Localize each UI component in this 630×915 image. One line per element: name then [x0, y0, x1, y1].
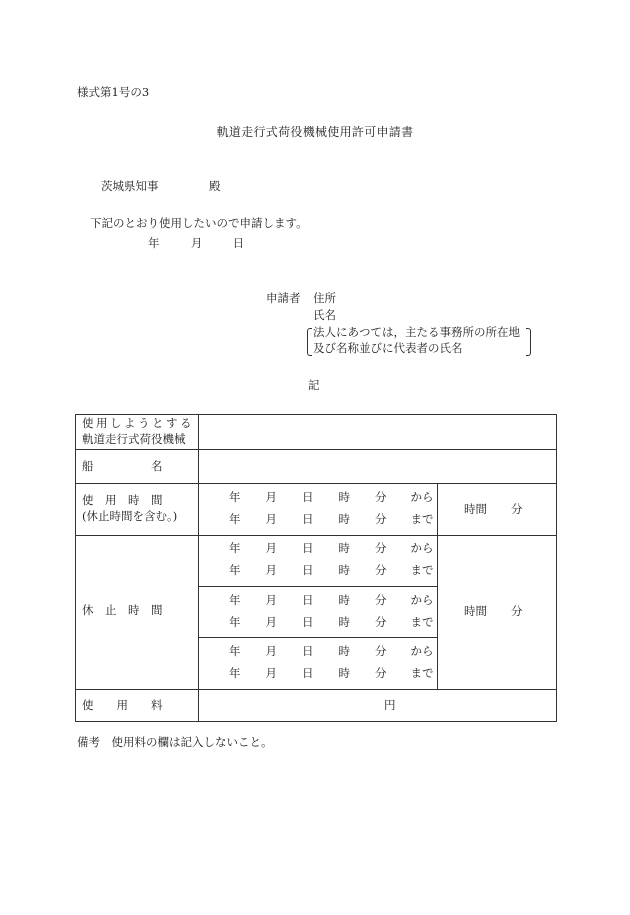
duration-hours-unit: 時間 [464, 604, 487, 618]
ship-name-label: 船 名 [82, 459, 163, 473]
until-text: まで [410, 512, 434, 526]
label-column-divider [198, 414, 199, 722]
unit-hour: 時 [338, 666, 350, 680]
unit-month: 月 [265, 512, 277, 526]
usage-time-label-line1: 使 用 時 間 [82, 493, 163, 507]
unit-minute: 分 [375, 512, 387, 526]
unit-day: 日 [302, 593, 314, 607]
unit-year: 年 [229, 541, 241, 555]
unit-minute: 分 [375, 563, 387, 577]
unit-day: 日 [302, 512, 314, 526]
unit-month: 月 [265, 541, 277, 555]
suspension-1-until [229, 565, 434, 577]
unit-month: 月 [265, 644, 277, 658]
from-text: から [410, 541, 434, 555]
note-left-bracket [307, 328, 312, 356]
duration-column-divider-2 [437, 535, 438, 689]
sub-row-line-2 [198, 637, 437, 638]
machine-label-line2: 軌道走行式荷役機械 [82, 432, 186, 446]
unit-minute: 分 [375, 490, 387, 504]
row-line-1 [75, 449, 557, 450]
unit-day: 日 [302, 563, 314, 577]
usage-time-label-line2: (休止時間を含む。) [82, 509, 178, 523]
unit-day: 日 [302, 615, 314, 629]
unit-year: 年 [229, 490, 241, 504]
usage-fee-label: 使 用 料 [82, 698, 163, 712]
application-table [75, 414, 557, 722]
suspension-3-from [229, 646, 434, 658]
unit-day: 日 [302, 644, 314, 658]
applicant-note-line2: 及び名称並びに代表者の氏名 [313, 341, 463, 355]
unit-year: 年 [229, 615, 241, 629]
until-text: まで [410, 666, 434, 680]
row-line-2 [75, 483, 557, 484]
unit-minute: 分 [375, 615, 387, 629]
suspension-3-until [229, 668, 434, 680]
from-text: から [410, 490, 434, 504]
unit-month: 月 [265, 615, 277, 629]
form-number: 様式第1号の3 [77, 85, 150, 99]
unit-hour: 時 [338, 615, 350, 629]
unit-month: 月 [265, 490, 277, 504]
unit-day: 日 [302, 541, 314, 555]
applicant-label: 申請者 [266, 291, 301, 305]
ki-heading: 記 [308, 378, 320, 392]
unit-minute: 分 [375, 644, 387, 658]
usage-until-line [229, 514, 434, 526]
addressee-name: 茨城県知事 [101, 179, 159, 193]
suspension-time-label: 休 止 時 間 [82, 603, 163, 617]
date-year-unit: 年 [148, 236, 160, 250]
unit-month: 月 [265, 593, 277, 607]
row-line-3 [75, 535, 557, 536]
unit-year: 年 [229, 593, 241, 607]
suspension-2-from [229, 595, 434, 607]
from-text: から [410, 644, 434, 658]
unit-hour: 時 [338, 490, 350, 504]
unit-year: 年 [229, 666, 241, 680]
unit-year: 年 [229, 563, 241, 577]
unit-minute: 分 [375, 593, 387, 607]
unit-hour: 時 [338, 644, 350, 658]
unit-minute: 分 [375, 541, 387, 555]
duration-hours-unit: 時間 [464, 502, 487, 516]
unit-minute: 分 [375, 666, 387, 680]
applicant-address-label: 住所 [313, 291, 336, 305]
unit-hour: 時 [338, 512, 350, 526]
usage-duration [464, 504, 523, 516]
document-title: 軌道走行式荷役機械使用許可申請書 [216, 125, 414, 139]
from-text: から [410, 593, 434, 607]
row-line-4 [75, 689, 557, 690]
until-text: まで [410, 615, 434, 629]
usage-fee-yen: 円 [384, 698, 396, 712]
applicant-note [310, 327, 525, 356]
intro-text: 下記のとおり使用したいので申請します。 [90, 216, 308, 230]
unit-day: 日 [302, 666, 314, 680]
applicant-note-line1: 法人にあつては，主たる事務所の所在地 [313, 325, 520, 339]
application-date [148, 238, 244, 250]
duration-minutes-unit: 分 [511, 604, 523, 618]
until-text: まで [410, 563, 434, 577]
suspension-duration [464, 606, 523, 618]
suspension-2-until [229, 617, 434, 629]
sub-row-line-1 [198, 586, 437, 587]
applicant-name-label: 氏名 [313, 308, 336, 322]
unit-hour: 時 [338, 541, 350, 555]
usage-from-line [229, 492, 434, 504]
unit-month: 月 [265, 563, 277, 577]
unit-year: 年 [229, 644, 241, 658]
unit-year: 年 [229, 512, 241, 526]
date-month-unit: 月 [190, 236, 203, 250]
machine-label-line1: 使用しようとする [82, 416, 194, 430]
unit-hour: 時 [338, 593, 350, 607]
note-right-bracket [526, 328, 531, 356]
remarks: 備考 使用料の欄は記入しないこと。 [77, 735, 273, 749]
suspension-1-from [229, 543, 434, 555]
duration-minutes-unit: 分 [511, 502, 523, 516]
addressee-honorific: 殿 [209, 179, 221, 193]
unit-hour: 時 [338, 563, 350, 577]
unit-day: 日 [302, 490, 314, 504]
date-day-unit: 日 [232, 236, 245, 250]
duration-column-divider-1 [437, 483, 438, 535]
unit-month: 月 [265, 666, 277, 680]
